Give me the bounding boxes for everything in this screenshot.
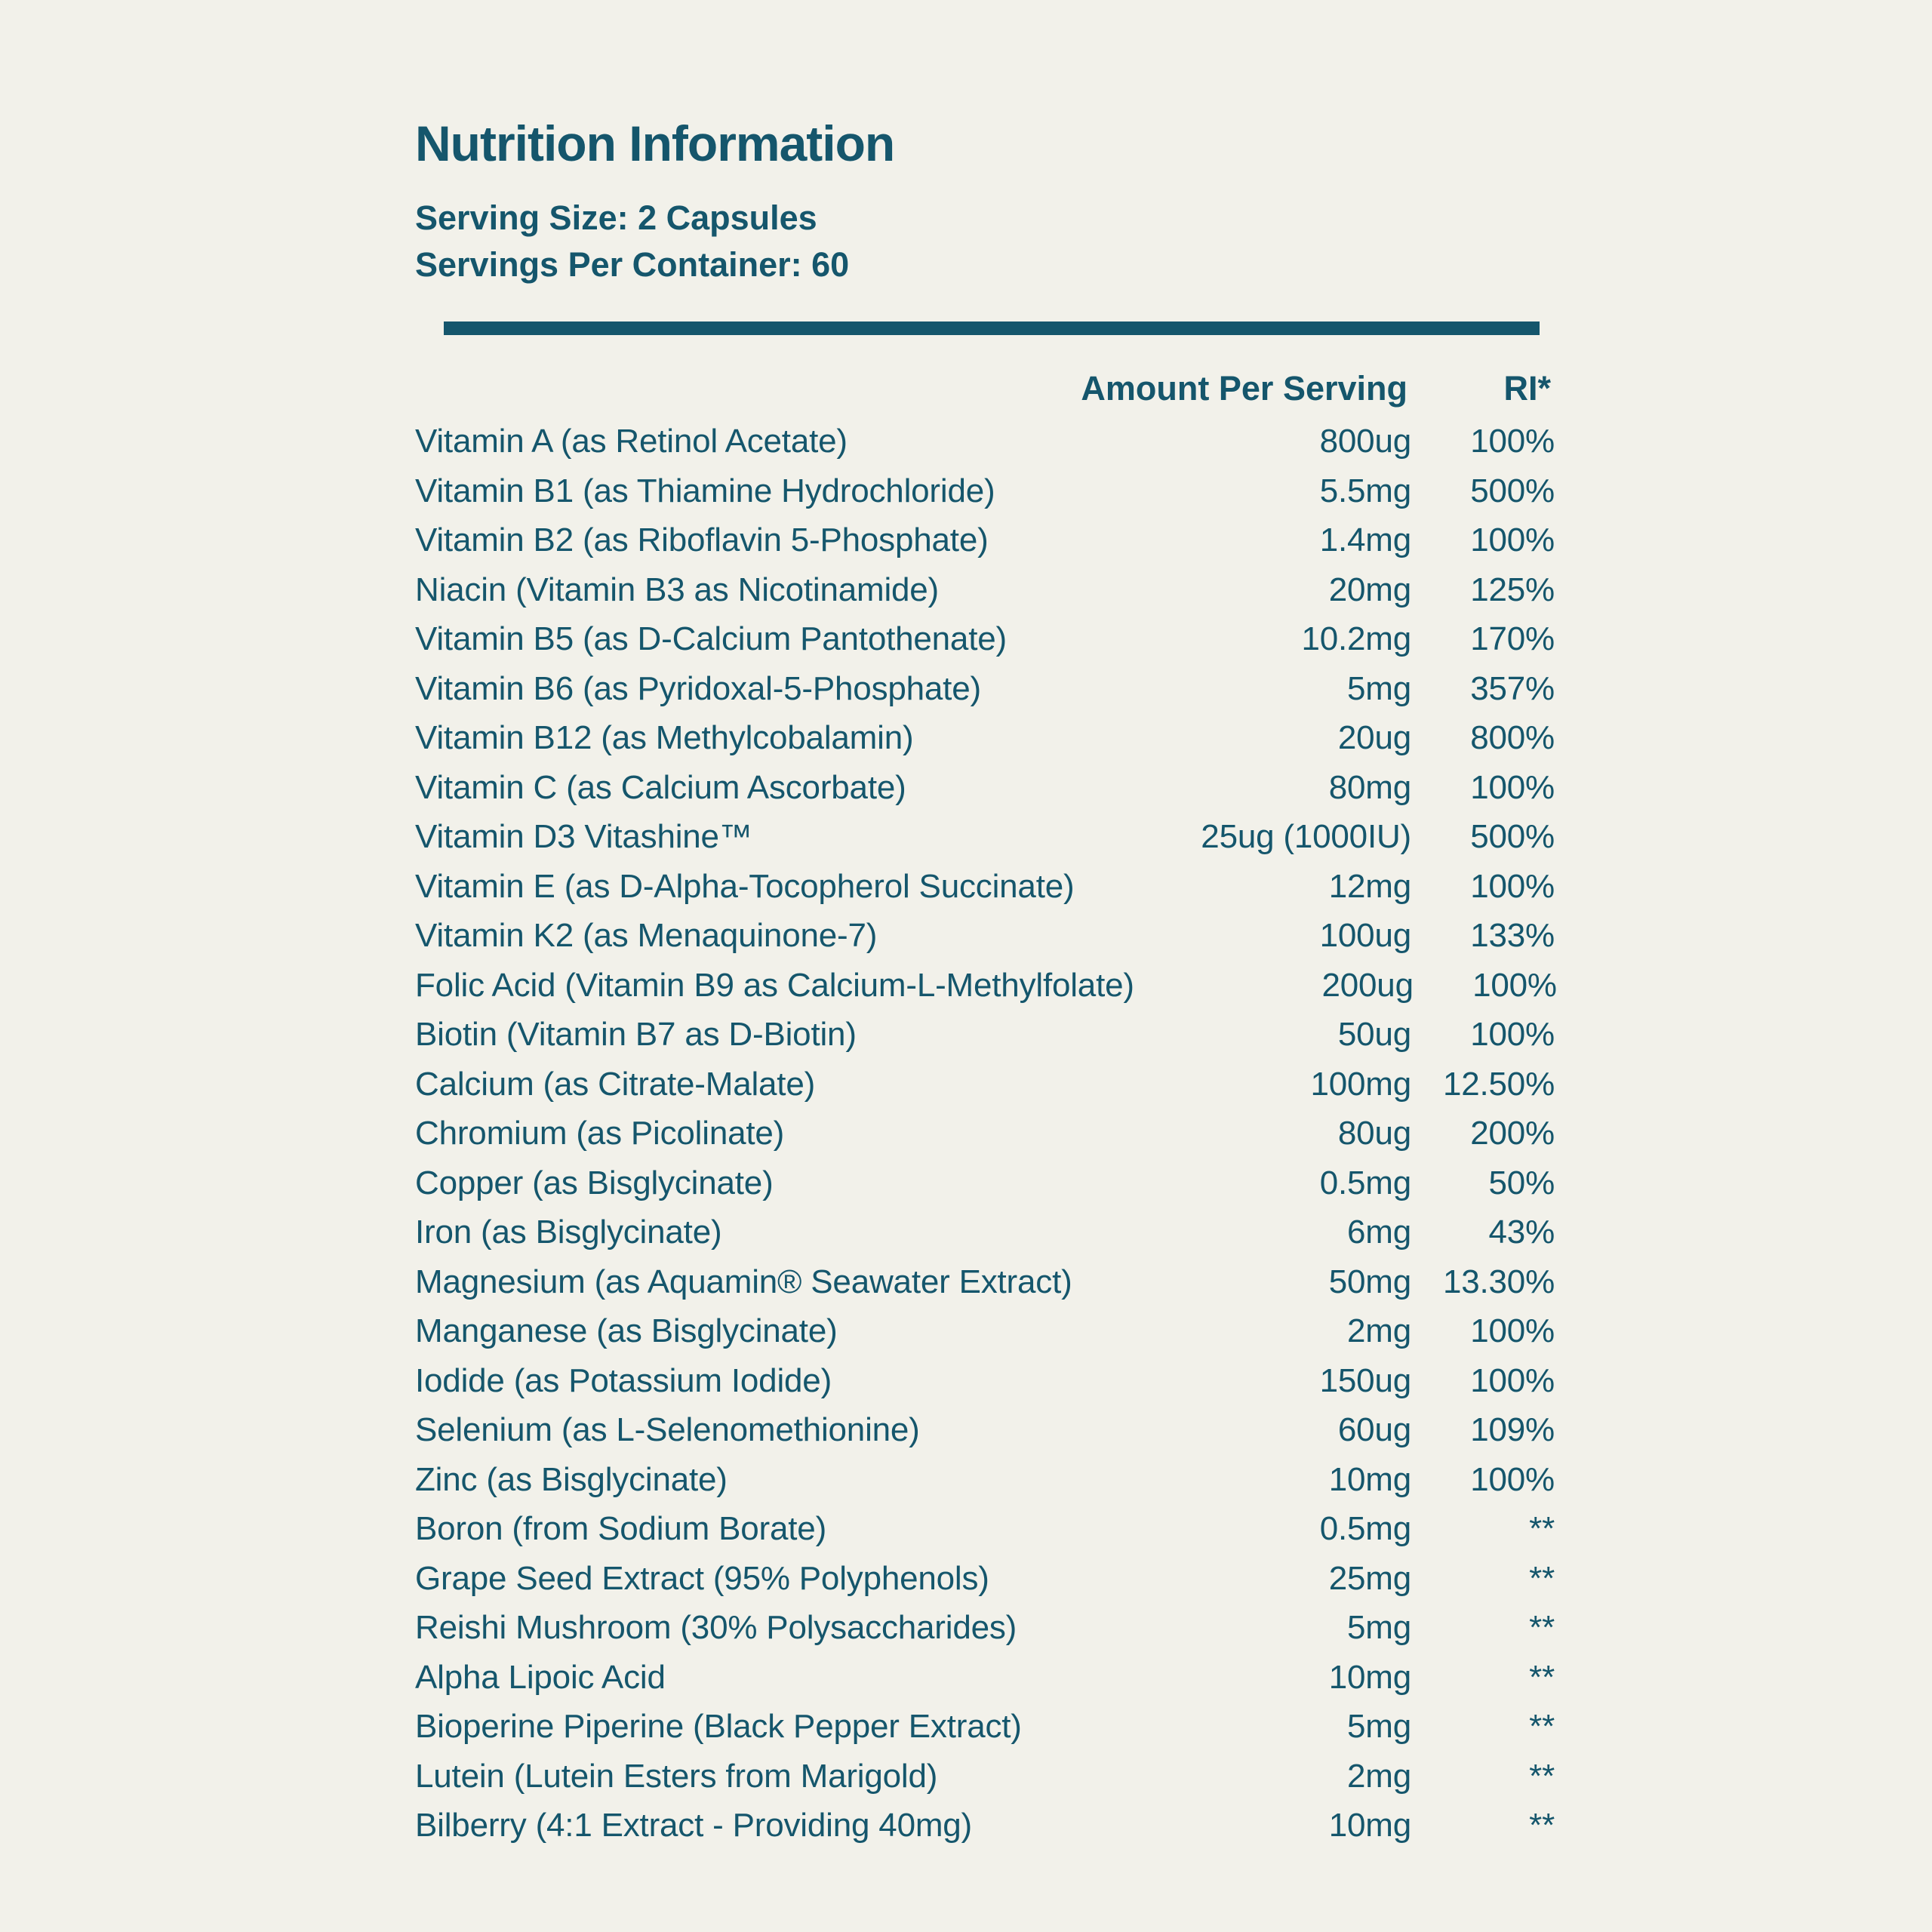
nutrient-ri: 100% bbox=[1470, 1016, 1555, 1053]
nutrient-amount: 2mg bbox=[1347, 1312, 1411, 1349]
nutrient-amount: 10mg bbox=[1328, 1658, 1411, 1696]
nutrient-ri: 100% bbox=[1470, 521, 1555, 558]
nutrient-ri: ** bbox=[1529, 1609, 1555, 1646]
amount-per-serving-header: Amount Per Serving bbox=[1081, 369, 1407, 408]
table-row bbox=[415, 1257, 1555, 1307]
nutrient-amount: 2mg bbox=[1347, 1757, 1411, 1795]
nutrient-name: Vitamin D3 Vitashine™ bbox=[415, 818, 752, 855]
nutrient-amount: 150ug bbox=[1319, 1361, 1411, 1399]
table-row bbox=[415, 1801, 1555, 1850]
nutrient-amount: 1.4mg bbox=[1319, 521, 1411, 558]
nutrient-amount: 80mg bbox=[1328, 768, 1411, 806]
nutrient-amount: 100ug bbox=[1319, 917, 1411, 954]
nutrient-name: Niacin (Vitamin B3 as Nicotinamide) bbox=[415, 571, 940, 608]
table-row bbox=[415, 565, 1555, 615]
table-row bbox=[415, 614, 1555, 664]
nutrient-ri: ** bbox=[1529, 1658, 1555, 1696]
nutrient-ri: 100% bbox=[1472, 966, 1557, 1004]
nutrient-ri: 170% bbox=[1470, 620, 1555, 657]
table-row bbox=[415, 1208, 1555, 1257]
nutrient-name: Zinc (as Bisglycinate) bbox=[415, 1460, 728, 1498]
table-row bbox=[415, 1306, 1555, 1356]
divider-rule bbox=[444, 321, 1540, 335]
nutrient-name: Vitamin K2 (as Menaquinone-7) bbox=[415, 917, 878, 954]
table-row bbox=[415, 812, 1555, 862]
nutrient-name: Vitamin B12 (as Methylcobalamin) bbox=[415, 719, 914, 756]
nutrient-amount: 20ug bbox=[1337, 719, 1411, 756]
nutrient-amount: 25mg bbox=[1328, 1559, 1411, 1597]
table-row bbox=[415, 763, 1555, 813]
nutrient-ri: ** bbox=[1529, 1757, 1555, 1795]
nutrient-amount: 10.2mg bbox=[1301, 620, 1411, 657]
nutrient-amount: 5mg bbox=[1347, 669, 1411, 707]
nutrient-ri: 500% bbox=[1470, 818, 1555, 855]
nutrient-ri: ** bbox=[1529, 1807, 1555, 1844]
nutrient-amount: 200ug bbox=[1321, 966, 1414, 1004]
page-title: Nutrition Information bbox=[415, 115, 895, 171]
nutrient-amount: 5.5mg bbox=[1319, 472, 1411, 509]
nutrient-name: Vitamin B5 (as D-Calcium Pantothenate) bbox=[415, 620, 1007, 657]
table-row bbox=[415, 862, 1555, 912]
nutrient-amount: 50ug bbox=[1337, 1016, 1411, 1053]
nutrient-name: Chromium (as Picolinate) bbox=[415, 1115, 785, 1152]
nutrient-amount: 60ug bbox=[1337, 1411, 1411, 1448]
nutrient-ri: 50% bbox=[1488, 1164, 1555, 1201]
nutrient-ri: 125% bbox=[1470, 571, 1555, 608]
nutrient-name: Manganese (as Bisglycinate) bbox=[415, 1312, 838, 1349]
nutrient-ri: ** bbox=[1529, 1708, 1555, 1745]
nutrient-name: Vitamin B1 (as Thiamine Hydrochloride) bbox=[415, 472, 995, 509]
nutrient-ri: 109% bbox=[1470, 1411, 1555, 1448]
nutrient-name: Alpha Lipoic Acid bbox=[415, 1658, 666, 1696]
ri-header: RI* bbox=[1503, 369, 1551, 408]
table-row bbox=[415, 1653, 1555, 1703]
nutrient-name: Bioperine Piperine (Black Pepper Extract) bbox=[415, 1708, 1022, 1745]
nutrient-name: Vitamin B6 (as Pyridoxal-5-Phosphate) bbox=[415, 669, 981, 707]
nutrient-amount: 100mg bbox=[1310, 1065, 1411, 1103]
table-row bbox=[415, 1158, 1555, 1208]
nutrient-ri: 100% bbox=[1470, 867, 1555, 905]
table-row bbox=[415, 1010, 1555, 1060]
table-row bbox=[415, 1455, 1555, 1505]
table-row bbox=[415, 961, 1555, 1011]
nutrient-name: Vitamin C (as Calcium Ascorbate) bbox=[415, 768, 906, 806]
nutrient-ri: 43% bbox=[1488, 1214, 1555, 1251]
servings-per-container-text: Servings Per Container: 60 bbox=[415, 245, 850, 284]
nutrient-ri: 12.50% bbox=[1442, 1065, 1555, 1103]
nutrient-amount: 800ug bbox=[1319, 423, 1411, 460]
table-row bbox=[415, 1109, 1555, 1158]
table-row bbox=[415, 1603, 1555, 1653]
serving-size-text: Serving Size: 2 Capsules bbox=[415, 198, 817, 237]
table-row bbox=[415, 1752, 1555, 1801]
table-header-row bbox=[415, 367, 1555, 411]
table-row bbox=[415, 1060, 1555, 1109]
nutrient-amount: 0.5mg bbox=[1319, 1510, 1411, 1547]
nutrient-name: Lutein (Lutein Esters from Marigold) bbox=[415, 1757, 938, 1795]
nutrient-amount: 20mg bbox=[1328, 571, 1411, 608]
nutrient-name: Reishi Mushroom (30% Polysaccharides) bbox=[415, 1609, 1017, 1646]
nutrient-amount: 10mg bbox=[1328, 1460, 1411, 1498]
table-row bbox=[415, 1504, 1555, 1554]
nutrient-amount: 25ug (1000IU) bbox=[1201, 818, 1411, 855]
table-row bbox=[415, 664, 1555, 714]
nutrient-table bbox=[415, 417, 1555, 1850]
nutrient-ri: 100% bbox=[1470, 1460, 1555, 1498]
nutrient-ri: 13.30% bbox=[1442, 1263, 1555, 1300]
nutrient-amount: 0.5mg bbox=[1319, 1164, 1411, 1201]
nutrient-ri: 200% bbox=[1470, 1115, 1555, 1152]
nutrient-name: Vitamin B2 (as Riboflavin 5-Phosphate) bbox=[415, 521, 989, 558]
nutrient-ri: 357% bbox=[1470, 669, 1555, 707]
nutrient-ri: 100% bbox=[1470, 1361, 1555, 1399]
nutrient-amount: 6mg bbox=[1347, 1214, 1411, 1251]
table-row bbox=[415, 1702, 1555, 1752]
nutrient-name: Selenium (as L-Selenomethionine) bbox=[415, 1411, 920, 1448]
nutrient-amount: 10mg bbox=[1328, 1807, 1411, 1844]
nutrient-name: Magnesium (as Aquamin® Seawater Extract) bbox=[415, 1263, 1072, 1300]
nutrient-name: Boron (from Sodium Borate) bbox=[415, 1510, 827, 1547]
nutrient-name: Iodide (as Potassium Iodide) bbox=[415, 1361, 832, 1399]
nutrient-name: Copper (as Bisglycinate) bbox=[415, 1164, 774, 1201]
table-row bbox=[415, 515, 1555, 565]
table-row bbox=[415, 466, 1555, 516]
nutrient-ri: 100% bbox=[1470, 423, 1555, 460]
nutrient-name: Folic Acid (Vitamin B9 as Calcium-L-Methylfolate) bbox=[415, 966, 1134, 1004]
nutrient-ri: ** bbox=[1529, 1559, 1555, 1597]
table-row bbox=[415, 417, 1555, 466]
nutrient-name: Biotin (Vitamin B7 as D-Biotin) bbox=[415, 1016, 857, 1053]
table-row bbox=[415, 713, 1555, 763]
nutrient-ri: 800% bbox=[1470, 719, 1555, 756]
table-row bbox=[415, 1554, 1555, 1604]
nutrient-name: Calcium (as Citrate-Malate) bbox=[415, 1065, 816, 1103]
nutrient-ri: 133% bbox=[1470, 917, 1555, 954]
nutrient-name: Iron (as Bisglycinate) bbox=[415, 1214, 722, 1251]
nutrient-name: Bilberry (4:1 Extract - Providing 40mg) bbox=[415, 1807, 973, 1844]
nutrient-ri: 100% bbox=[1470, 768, 1555, 806]
nutrient-amount: 80ug bbox=[1337, 1115, 1411, 1152]
nutrient-amount: 5mg bbox=[1347, 1609, 1411, 1646]
nutrient-name: Grape Seed Extract (95% Polyphenols) bbox=[415, 1559, 989, 1597]
nutrient-amount: 5mg bbox=[1347, 1708, 1411, 1745]
nutrient-ri: 500% bbox=[1470, 472, 1555, 509]
nutrient-amount: 50mg bbox=[1328, 1263, 1411, 1300]
table-row bbox=[415, 911, 1555, 961]
table-row bbox=[415, 1356, 1555, 1406]
nutrient-amount: 12mg bbox=[1328, 867, 1411, 905]
nutrient-name: Vitamin A (as Retinol Acetate) bbox=[415, 423, 848, 460]
nutrition-panel bbox=[415, 113, 1555, 1850]
table-row bbox=[415, 1405, 1555, 1455]
nutrient-ri: 100% bbox=[1470, 1312, 1555, 1349]
nutrient-ri: ** bbox=[1529, 1510, 1555, 1547]
nutrient-name: Vitamin E (as D-Alpha-Tocopherol Succinate) bbox=[415, 867, 1075, 905]
